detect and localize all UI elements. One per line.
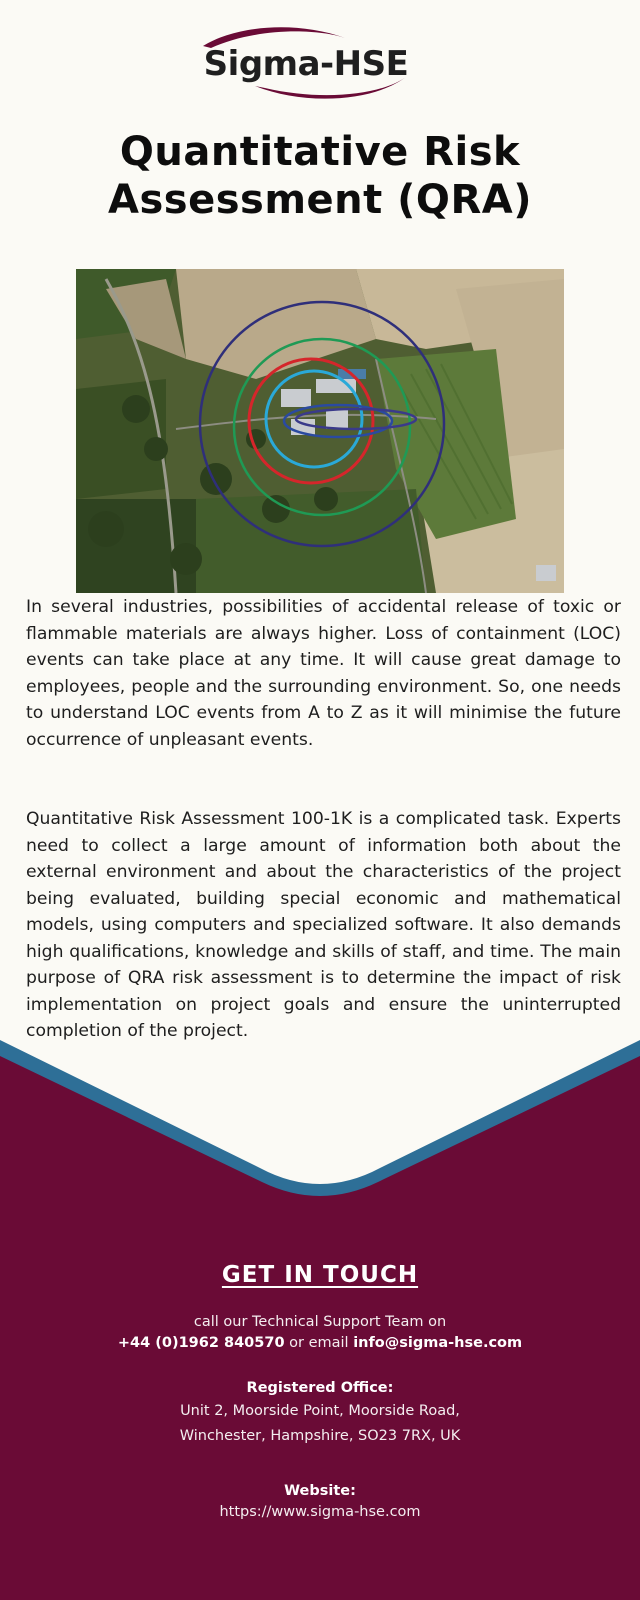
- page-title: [40, 128, 600, 224]
- sigma-hse-logo[interactable]: [195, 24, 417, 104]
- body-paragraph-2: Quantitative Risk Assessment 100-1K is a complicated task. Experts need to collect a large amount of information both about the external environment and about the characteristics of the project being evaluated, building special economic and mathematical models, using computers and specialized software. It also demands high qualifications, knowledge and skills of staff, and time. The main purpose of QRA risk assessment is to determine the impact of risk implementation on project goals and ensure the uninterrupted completion of the project.: [26, 809, 621, 1041]
- title-line-2: Assessment (QRA): [108, 177, 532, 223]
- phone-link[interactable]: +44 (0)1962 840570: [117, 1335, 285, 1351]
- website-link[interactable]: https://www.sigma-hse.com: [219, 1504, 421, 1520]
- map-illustration: [76, 269, 564, 593]
- registered-office-label: Registered Office:: [246, 1380, 394, 1396]
- phone-email-line: [0, 1333, 640, 1354]
- body-paragraph-1: In several industries, possibilities of accidental release of toxic or flammable materials are always higher. Loss of containment (LOC) events can take place at any time. It will cause great damage to employees, people and the surrounding environment. So, one needs to understand LOC events from A to Z as it will minimise the future occurrence of unpleasant events.: [26, 597, 621, 750]
- email-link[interactable]: info@sigma-hse.com: [353, 1335, 523, 1351]
- address-line-1: Unit 2, Moorside Point, Moorside Road,: [180, 1403, 460, 1419]
- get-in-touch-heading[interactable]: GET IN TOUCH: [221, 1262, 419, 1288]
- aerial-risk-contour-map: [76, 269, 564, 593]
- call-line: call our Technical Support Team on: [193, 1314, 447, 1330]
- website-label: Website:: [284, 1483, 356, 1499]
- title-line-1: Quantitative Risk: [119, 129, 521, 175]
- logo-text: Sigma-HSE: [203, 44, 409, 84]
- address-line-2: Winchester, Hampshire, SO23 7RX, UK: [179, 1428, 461, 1444]
- or-email-text: or email: [284, 1335, 354, 1351]
- contact-section: [0, 1262, 640, 1523]
